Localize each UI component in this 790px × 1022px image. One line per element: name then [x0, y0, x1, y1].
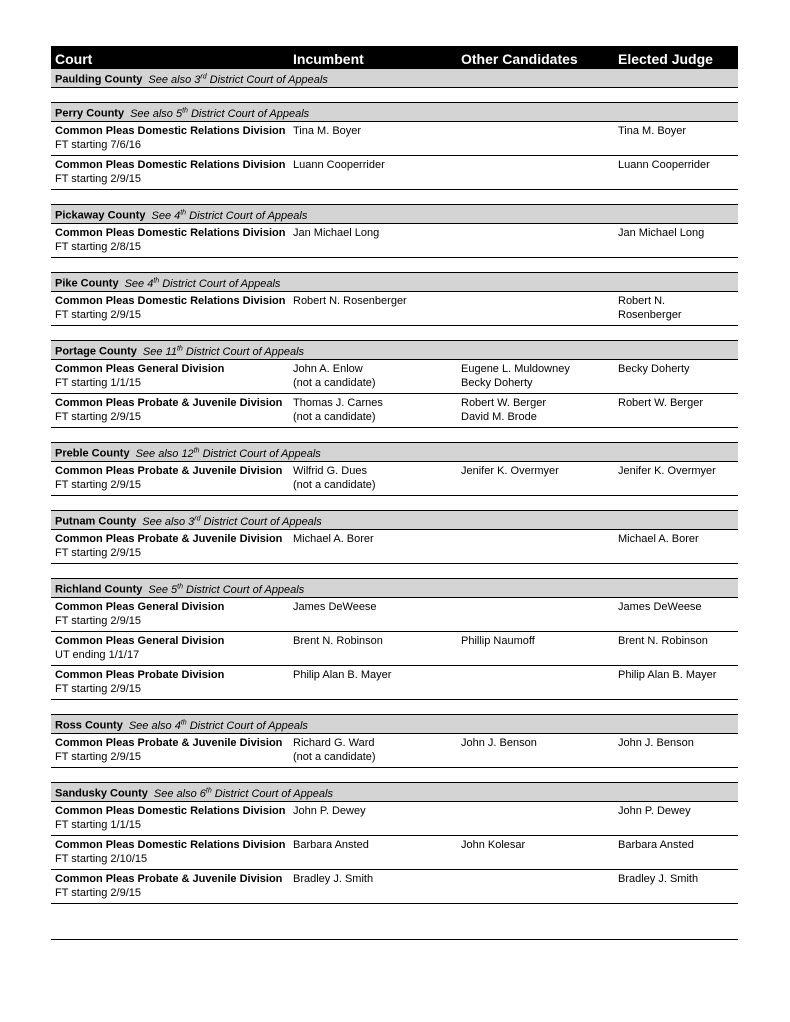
candidate-name: Becky Doherty	[618, 363, 690, 375]
section-gap	[51, 768, 738, 782]
court-cell	[55, 873, 291, 900]
incumbent-cell	[293, 295, 458, 309]
candidate-name: (not a candidate)	[293, 410, 376, 423]
candidate-name: Jenifer K. Overmyer	[461, 465, 559, 477]
candidate-name: Jan Michael Long	[293, 227, 380, 239]
candidate-name: Barbara Ansted	[618, 839, 694, 851]
incumbent-cell	[293, 159, 458, 173]
county-appeals-reference: See also 4th District Court of Appeals	[128, 719, 308, 732]
candidate-name: Robert N. Rosenberger	[293, 295, 407, 307]
table-row	[51, 530, 738, 564]
court-name: Common Pleas Probate & Juvenile Division	[55, 533, 283, 545]
candidate-name: Brent N. Robinson	[293, 635, 383, 647]
court-name: Common Pleas Probate & Juvenile Division	[55, 873, 283, 885]
county-bar	[51, 204, 738, 224]
county-bar	[51, 102, 738, 122]
incumbent-cell	[293, 227, 458, 241]
court-name: Common Pleas Probate & Juvenile Division	[55, 465, 283, 477]
county-name: Richland County See 5th District Court of Appeals	[55, 583, 305, 596]
ordinal-suffix: th	[180, 719, 187, 726]
table-row	[51, 292, 738, 326]
court-cell	[55, 397, 291, 424]
county-bar	[51, 510, 738, 530]
section-gap	[51, 190, 738, 204]
table-row	[51, 462, 738, 496]
term-text: FT starting 2/9/15	[55, 546, 142, 559]
candidate-name: Robert W. Berger	[618, 397, 703, 409]
ordinal-suffix: th	[193, 447, 200, 454]
court-cell	[55, 465, 291, 492]
term-text: FT starting 2/8/15	[55, 240, 142, 253]
candidate-name: Brent N. Robinson	[618, 635, 708, 647]
court-name: Common Pleas Domestic Relations Division	[55, 839, 286, 851]
elected-judge-cell	[618, 125, 736, 139]
court-cell	[55, 805, 291, 832]
court-cell	[55, 737, 291, 764]
ordinal-suffix: rd	[194, 515, 201, 522]
candidate-name: (not a candidate)	[293, 478, 376, 491]
court-name: Common Pleas Domestic Relations Division	[55, 227, 286, 239]
incumbent-cell	[293, 805, 458, 819]
candidate-name: Thomas J. Carnes	[293, 397, 383, 409]
footer-divider	[51, 939, 738, 940]
other-candidates-cell	[461, 635, 616, 649]
court-name: Common Pleas Probate & Juvenile Division	[55, 737, 283, 749]
county-name: Ross County See also 4th District Court of Appeals	[55, 719, 308, 732]
term-text: UT ending 1/1/17	[55, 648, 140, 661]
term-text: FT starting 1/1/15	[55, 376, 142, 389]
court-name: Common Pleas Domestic Relations Division	[55, 805, 286, 817]
term-text: FT starting 2/9/15	[55, 750, 142, 763]
elected-judge-cell	[618, 159, 736, 173]
court-name: Common Pleas Domestic Relations Division	[55, 159, 286, 171]
incumbent-cell	[293, 839, 458, 853]
court-cell	[55, 363, 291, 390]
court-name: Common Pleas General Division	[55, 363, 225, 375]
incumbent-cell	[293, 533, 458, 547]
table-header	[51, 46, 738, 68]
candidate-name: Tina M. Boyer	[293, 125, 362, 137]
candidate-name: Eugene L. Muldowney	[461, 363, 570, 375]
candidate-name: Bradley J. Smith	[293, 873, 374, 885]
candidate-name: Richard G. Ward	[293, 737, 375, 749]
county-name: Preble County See also 12th District Court of Appeals	[55, 447, 321, 460]
county-name: Pike County See 4th District Court of Appeals	[55, 277, 281, 290]
court-cell	[55, 159, 291, 186]
elected-judge-cell	[618, 601, 736, 615]
table-row	[51, 836, 738, 870]
candidate-name: Barbara Ansted	[293, 839, 369, 851]
ordinal-suffix: th	[180, 209, 187, 216]
elected-judge-cell	[618, 533, 736, 547]
candidate-name: Rosenberger	[618, 308, 682, 321]
term-text: FT starting 2/9/15	[55, 308, 142, 321]
county-sections	[51, 68, 738, 904]
candidate-name: John J. Benson	[461, 737, 537, 749]
incumbent-cell	[293, 601, 458, 615]
county-name: Portage County See 11th District Court of Appeals	[55, 345, 305, 358]
court-cell	[55, 295, 291, 322]
candidate-name: Jenifer K. Overmyer	[618, 465, 716, 477]
table-row	[51, 156, 738, 190]
candidate-name: Luann Cooperrider	[293, 159, 385, 171]
term-text: FT starting 2/9/15	[55, 886, 142, 899]
other-candidates-cell	[461, 839, 616, 853]
court-cell	[55, 839, 291, 866]
candidate-name: Tina M. Boyer	[618, 125, 687, 137]
county-appeals-reference: See 4th District Court of Appeals	[151, 209, 308, 222]
court-cell	[55, 125, 291, 152]
elected-judge-cell	[618, 227, 736, 241]
candidate-name: Wilfrid G. Dues	[293, 465, 367, 477]
court-name: Common Pleas General Division	[55, 601, 225, 613]
other-candidates-cell	[461, 737, 616, 751]
ordinal-suffix: th	[205, 787, 212, 794]
county-appeals-reference: See also 3rd District Court of Appeals	[142, 515, 322, 528]
ordinal-suffix: th	[153, 277, 160, 284]
elected-judge-cell	[618, 635, 736, 649]
header-incumbent: Incumbent	[293, 51, 364, 67]
incumbent-cell	[293, 363, 458, 390]
table-row	[51, 734, 738, 768]
ordinal-suffix: th	[182, 107, 188, 114]
incumbent-cell	[293, 669, 458, 683]
candidate-name: Robert N.	[618, 295, 666, 307]
section-gap	[51, 428, 738, 442]
county-bar	[51, 714, 738, 734]
county-name: Sandusky County See also 6th District Court of Appeals	[55, 787, 333, 800]
candidate-name: Philip Alan B. Mayer	[293, 669, 392, 681]
other-candidates-cell	[461, 397, 616, 424]
incumbent-cell	[293, 465, 458, 492]
section-gap	[51, 564, 738, 578]
candidate-name: John Kolesar	[461, 839, 526, 851]
section-gap	[51, 326, 738, 340]
table-row	[51, 870, 738, 904]
candidate-name: Becky Doherty	[461, 376, 533, 389]
court-cell	[55, 635, 291, 662]
county-name: Paulding County See also 3rd District Court of Appeals	[55, 73, 328, 86]
candidate-name: Phillip Naumoff	[461, 635, 535, 647]
table-row	[51, 394, 738, 428]
county-bar	[51, 578, 738, 598]
ordinal-suffix: th	[176, 345, 183, 352]
county-appeals-reference: See also 3rd District Court of Appeals	[148, 73, 328, 86]
county-bar	[51, 782, 738, 802]
section-gap	[51, 496, 738, 510]
header-other-candidates: Other Candidates	[461, 51, 578, 67]
county-appeals-reference: See 5th District Court of Appeals	[148, 583, 305, 596]
term-text: FT starting 2/9/15	[55, 614, 142, 627]
section-gap	[51, 258, 738, 272]
elected-judge-cell	[618, 669, 736, 683]
candidate-name: John A. Enlow	[293, 363, 363, 375]
county-bar	[51, 340, 738, 360]
table-row	[51, 666, 738, 700]
county-appeals-reference: See 11th District Court of Appeals	[142, 345, 305, 358]
elected-judge-cell	[618, 397, 736, 411]
incumbent-cell	[293, 397, 458, 424]
other-candidates-cell	[461, 363, 616, 390]
candidate-name: Michael A. Borer	[618, 533, 699, 545]
section-gap	[51, 700, 738, 714]
candidate-name: Michael A. Borer	[293, 533, 374, 545]
county-appeals-reference: See also 6th District Court of Appeals	[153, 787, 333, 800]
elected-judge-cell	[618, 465, 736, 479]
elected-judge-cell	[618, 873, 736, 887]
candidate-name: John P. Dewey	[618, 805, 691, 817]
candidate-name: Philip Alan B. Mayer	[618, 669, 717, 681]
candidate-name: Jan Michael Long	[618, 227, 705, 239]
candidate-name: Bradley J. Smith	[618, 873, 699, 885]
county-name: Perry County See also 5th District Court of Appeals	[55, 107, 310, 120]
elected-judge-cell	[618, 363, 736, 377]
elected-judge-cell	[618, 805, 736, 819]
court-name: Common Pleas Domestic Relations Division	[55, 295, 286, 307]
table-row	[51, 802, 738, 836]
court-name: Common Pleas Probate & Juvenile Division	[55, 397, 283, 409]
section-gap	[51, 88, 738, 102]
ordinal-suffix: rd	[200, 73, 207, 80]
county-appeals-reference: See 4th District Court of Appeals	[124, 277, 281, 290]
term-text: FT starting 7/6/16	[55, 138, 142, 151]
court-cell	[55, 669, 291, 696]
court-name: Common Pleas Probate Division	[55, 669, 225, 681]
term-text: FT starting 1/1/15	[55, 818, 142, 831]
other-candidates-cell	[461, 465, 616, 479]
candidate-name: Luann Cooperrider	[618, 159, 710, 171]
candidate-name: David M. Brode	[461, 410, 537, 423]
candidate-name: James DeWeese	[293, 601, 377, 613]
candidate-name: James DeWeese	[618, 601, 702, 613]
election-results-table	[51, 46, 738, 904]
ordinal-suffix: th	[177, 583, 183, 590]
county-bar	[51, 272, 738, 292]
incumbent-cell	[293, 125, 458, 139]
table-row	[51, 632, 738, 666]
candidate-name: (not a candidate)	[293, 750, 376, 763]
county-bar	[51, 68, 738, 88]
header-elected-judge: Elected Judge	[618, 51, 713, 67]
term-text: FT starting 2/9/15	[55, 410, 142, 423]
county-name: Putnam County See also 3rd District Court of Appeals	[55, 515, 322, 528]
term-text: FT starting 2/9/15	[55, 682, 142, 695]
county-bar	[51, 442, 738, 462]
elected-judge-cell	[618, 295, 736, 322]
court-cell	[55, 533, 291, 560]
table-row	[51, 224, 738, 258]
county-appeals-reference: See also 12th District Court of Appeals	[135, 447, 321, 460]
elected-judge-cell	[618, 737, 736, 751]
candidate-name: (not a candidate)	[293, 376, 376, 389]
candidate-name: Robert W. Berger	[461, 397, 546, 409]
candidate-name: John J. Benson	[618, 737, 694, 749]
court-name: Common Pleas Domestic Relations Division	[55, 125, 286, 137]
term-text: FT starting 2/10/15	[55, 852, 148, 865]
county-appeals-reference: See also 5th District Court of Appeals	[130, 107, 310, 120]
court-cell	[55, 227, 291, 254]
term-text: FT starting 2/9/15	[55, 478, 142, 491]
court-cell	[55, 601, 291, 628]
county-name: Pickaway County See 4th District Court of Appeals	[55, 209, 308, 222]
table-row	[51, 598, 738, 632]
term-text: FT starting 2/9/15	[55, 172, 142, 185]
table-row	[51, 360, 738, 394]
table-row	[51, 122, 738, 156]
elected-judge-cell	[618, 839, 736, 853]
incumbent-cell	[293, 635, 458, 649]
incumbent-cell	[293, 873, 458, 887]
header-court: Court	[55, 51, 93, 67]
incumbent-cell	[293, 737, 458, 764]
court-name: Common Pleas General Division	[55, 635, 225, 647]
candidate-name: John P. Dewey	[293, 805, 366, 817]
